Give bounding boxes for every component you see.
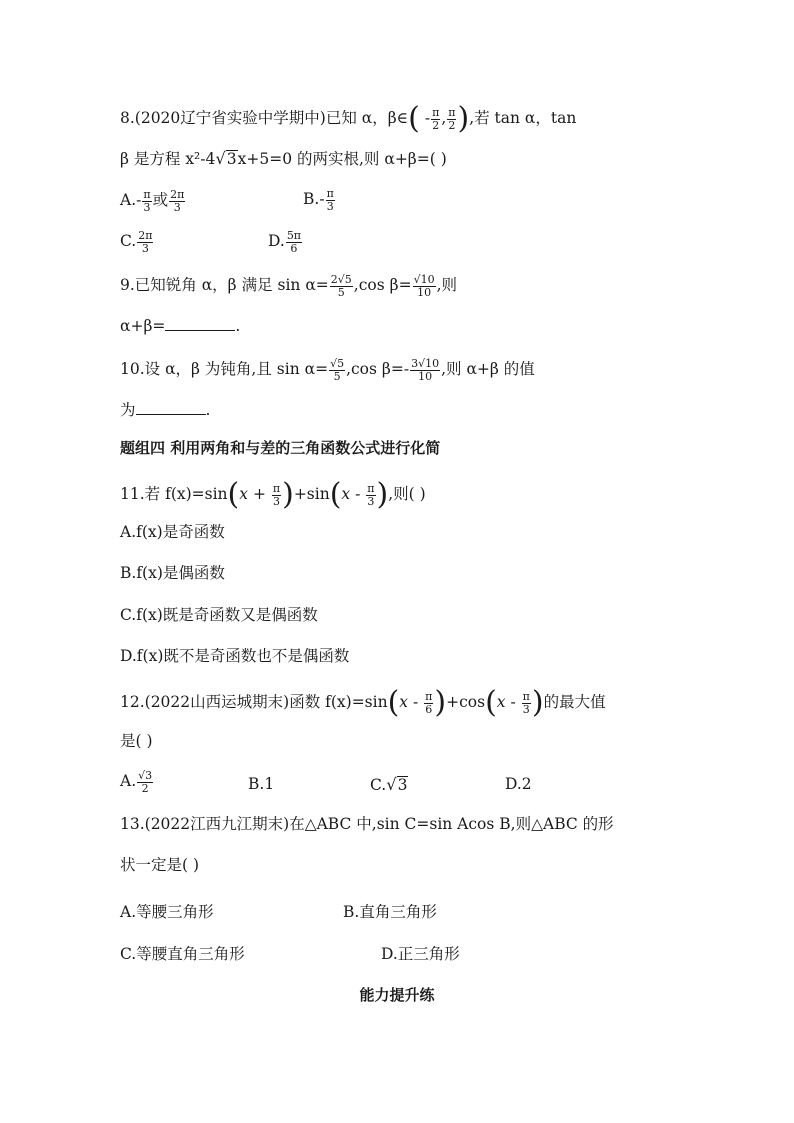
right-paren: ) — [531, 685, 544, 720]
right-paren: ) — [434, 685, 447, 720]
fraction: $\frac{\pi}{2}$ — [432, 105, 440, 132]
q11-option-d: D.f(x)既不是奇函数也不是偶函数 — [120, 647, 350, 665]
fraction: $\frac{\pi}{3}$ — [326, 187, 334, 213]
answer-blank[interactable] — [165, 318, 235, 331]
q13-line1: 13.(2022江西九江期末)在△ABC 中,sin C=sin Acos B,则△ABC 的形 — [120, 815, 614, 833]
q8-option-a: A.- $\frac{\pi}{3}$ 或 $\frac{2\pi}{3}$ — [120, 187, 185, 214]
q13-line2: 状一定是( ) — [120, 856, 200, 874]
q12-option-c: C.√3 — [370, 775, 408, 794]
fraction: $\frac{2\pi}{3}$ — [170, 187, 185, 214]
fraction: $\frac{√3}{2}$ — [138, 769, 153, 795]
q8-line1: 8.(2020辽宁省实验中学期中)已知 α，β∈( - $\frac{\pi}{2}$ , $\frac{\pi}{2}$ ),若 tan α，tan — [120, 101, 577, 136]
group4-heading: 题组四 利用两角和与差的三角函数公式进行化简 — [120, 439, 441, 457]
radicand: 3 — [397, 776, 408, 794]
q8-line2 — [120, 150, 447, 168]
answer-blank[interactable] — [136, 402, 206, 415]
section-heading: 能力提升练 — [359, 986, 435, 1004]
left-paren: ( — [329, 477, 342, 512]
q9-line2: α+β= . — [120, 317, 241, 335]
q11-option-a: A.f(x)是奇函数 — [120, 523, 225, 541]
fraction: $\frac{2√5}{5}$ — [330, 273, 352, 299]
q12-option-d: D.2 — [505, 775, 532, 793]
minus-sign: - — [319, 190, 325, 209]
q10-line2: 为 . — [120, 401, 211, 419]
q8-text: x+5=0 的两实根,则 α+β=( ) — [237, 150, 447, 168]
fraction: $\frac{5\pi}{6}$ — [286, 229, 302, 255]
radical-sign: √ — [386, 775, 397, 794]
right-paren: ) — [376, 477, 389, 512]
q11-line1: 11.若 f(x)=sin(x + $\frac{\pi}{3}$ )+sin(x - $\frac{\pi}{3}$ ),则( ) — [120, 477, 426, 512]
radicand: 3 — [226, 150, 237, 168]
left-paren: ( — [387, 685, 400, 720]
fraction: $\frac{3√10}{10}$ — [411, 357, 440, 383]
q8-text: ,若 tan α，tan — [469, 109, 577, 127]
q11-option-b: B.f(x)是偶函数 — [120, 564, 225, 582]
right-paren: ) — [457, 101, 470, 136]
q9-line1: 9.已知锐角 α，β 满足 sin α= $\frac{2√5}{5}$ ,cos β= $\frac{√10}{10}$ ,则 — [120, 273, 458, 299]
q12-option-b: B.1 — [248, 775, 275, 793]
left-paren: ( — [408, 101, 420, 136]
fraction: $\frac{\pi}{6}$ — [425, 689, 433, 716]
fraction: $\frac{\pi}{3}$ — [272, 481, 281, 508]
q8-option-b: B.- $\frac{\pi}{3}$ — [303, 187, 334, 213]
q12-line2: 是( ) — [120, 732, 153, 750]
fraction: $\frac{2\pi}{3}$ — [138, 229, 153, 255]
q13-option-a: A.等腰三角形 — [120, 903, 214, 921]
q10-line1: 10.设 α，β 为钝角,且 sin α= $\frac{√5}{5}$ ,cos β=- $\frac{3√10}{10}$ ,则 α+β 的值 — [120, 357, 535, 383]
q12-option-a: A. $\frac{√3}{2}$ — [120, 769, 153, 795]
q12-line1: 12.(2022山西运城期末)函数 f(x)=sin(x - $\frac{\pi}{6}$ )+cos(x - $\frac{\pi}{3}$ )的最大值 — [120, 685, 606, 720]
q8-option-c: C. $\frac{2\pi}{3}$ — [120, 229, 153, 255]
q13-option-c: C.等腰直角三角形 — [120, 945, 245, 963]
minus-sign: - — [136, 191, 142, 209]
fraction: $\frac{\pi}{2}$ — [448, 105, 456, 132]
q13-option-b: B.直角三角形 — [343, 903, 437, 921]
left-paren: ( — [227, 477, 240, 512]
fraction: $\frac{\pi}{3}$ — [367, 481, 375, 508]
right-paren: ) — [282, 477, 294, 512]
minus-sign: - — [424, 109, 431, 127]
q8-text: 8.(2020辽宁省实验中学期中)已知 α，β∈ — [120, 109, 409, 127]
q8-option-d: D. $\frac{5\pi}{6}$ — [268, 229, 302, 255]
left-paren: ( — [485, 685, 497, 720]
fraction: $\frac{\pi}{3}$ — [522, 689, 530, 716]
radical-sign: √ — [215, 149, 226, 168]
q8-text: β 是方程 x²-4 — [120, 150, 216, 168]
q11-option-c: C.f(x)既是奇函数又是偶函数 — [120, 606, 318, 624]
fraction: $\frac{\pi}{3}$ — [143, 187, 151, 214]
fraction: $\frac{√10}{10}$ — [413, 273, 435, 299]
fraction: $\frac{√5}{5}$ — [330, 357, 345, 383]
q13-option-d: D.正三角形 — [381, 945, 460, 963]
